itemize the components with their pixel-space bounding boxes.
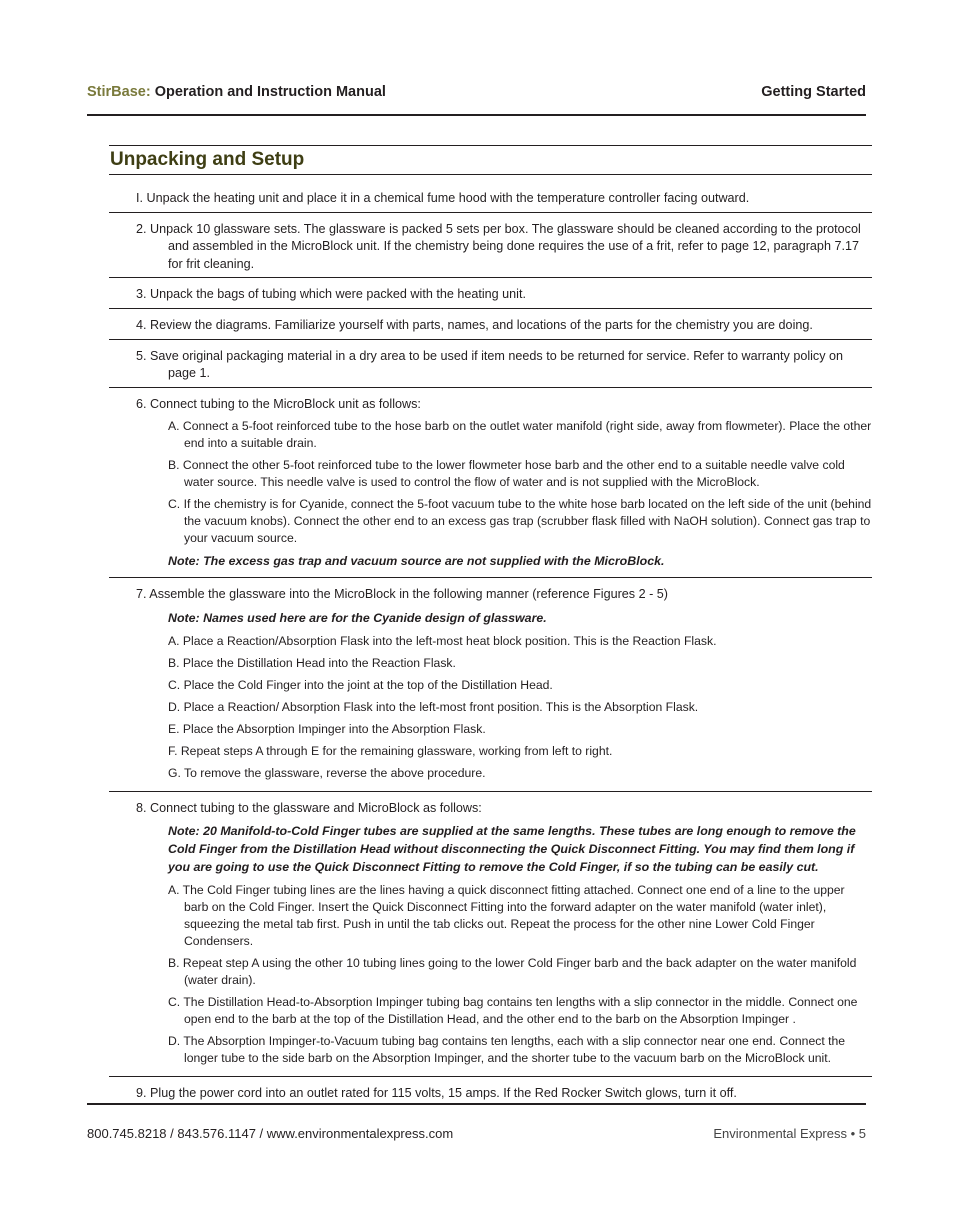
substep: A. Connect a 5-foot reinforced tube to the hose barb on the outlet water manifold (right side, away from flowmeter). Place the other end into a suitable drain. <box>168 419 872 451</box>
substep: B. Place the Distillation Head into the Reaction Flask. <box>168 655 456 670</box>
chapter-title: Getting Started <box>761 84 866 100</box>
substep: A. Place a Reaction/Absorption Flask into the left-most heat block position. This is the Reaction Flask. <box>168 633 717 648</box>
step-text: 2. Unpack 10 glassware sets. The glassware is packed 5 sets per box. The glassware should be cleaned according to the protocol and assembled in the MicroBlock unit. If the chemistry being done requires the use of a frit, refer to page 12, paragraph 7.17 for frit cleaning. <box>136 221 861 271</box>
substep: D. Place a Reaction/ Absorption Flask into the left-most front position. This is the Absorption Flask. <box>168 699 699 714</box>
step-text: 5. Save original packaging material in a dry area to be used if item needs to be returned for service. Refer to warranty policy on page 1. <box>136 348 844 381</box>
step-text: 3. Unpack the bags of tubing which were packed with the heating unit. <box>136 287 526 302</box>
note: Note: Names used here are for the Cyanide design of glassware. <box>168 610 547 625</box>
step-7 <box>109 578 872 791</box>
step-5 <box>109 340 872 388</box>
substep: E. Place the Absorption Impinger into the Absorption Flask. <box>168 721 486 736</box>
manual-title <box>87 84 386 100</box>
brand-name: StirBase: <box>87 84 151 100</box>
substep: B. Repeat step A using the other 10 tubing lines going to the lower Cold Finger barb and the back adapter on the water manifold (water drain). <box>168 955 857 987</box>
step-8 <box>109 792 872 1077</box>
note: Note: The excess gas trap and vacuum source are not supplied with the MicroBlock. <box>168 554 665 569</box>
page-header <box>87 84 866 104</box>
substep: B. Connect the other 5-foot reinforced tube to the lower flowmeter hose barb and the other end to a suitable needle valve cold water source. This needle valve is used to control the flow of water and is not supplied with the MicroBlock. <box>168 458 845 490</box>
company-page-number: Environmental Express • 5 <box>713 1126 866 1141</box>
step-text: 8. Connect tubing to the glassware and MicroBlock as follows: <box>136 800 482 815</box>
step-text: I. Unpack the heating unit and place it in a chemical fume hood with the temperature controller facing outward. <box>136 191 750 205</box>
step-1 <box>109 180 872 213</box>
substep: G. To remove the glassware, reverse the above procedure. <box>168 765 486 780</box>
substep: C. The Distillation Head-to-Absorption Impinger tubing bag contains ten lengths with a slip connector in the middle. Connect one open end to the barb at the top of the Distillation Head, and the other end to the barb on the Absorption Impinger . <box>168 994 858 1026</box>
section-heading-box <box>109 145 872 175</box>
step-6 <box>109 388 872 578</box>
footer-divider <box>87 1103 866 1105</box>
manual-subtitle: Operation and Instruction Manual <box>150 84 386 100</box>
step-3 <box>109 278 872 309</box>
substep: D. The Absorption Impinger-to-Vacuum tubing bag contains ten lengths, each with a slip connector near one end. Connect the longer tube to the side barb on the Absorption Impinger, and the shorter tube to the vacuum barb on the MicroBlock unit. <box>168 1033 846 1065</box>
substep: C. Place the Cold Finger into the joint at the top of the Distillation Head. <box>168 677 553 692</box>
substep: F. Repeat steps A through E for the remaining glassware, working from left to right. <box>168 743 613 758</box>
step-2 <box>109 213 872 279</box>
step-text: 9. Plug the power cord into an outlet rated for 115 volts, 15 amps. If the Red Rocker Switch glows, turn it off. <box>136 1085 737 1100</box>
steps-list <box>109 180 872 1106</box>
contact-info: 800.745.8218 / 843.576.1147 / www.environmentalexpress.com <box>87 1126 454 1141</box>
substep: A. The Cold Finger tubing lines are the lines having a quick disconnect fitting attached. Connect one end of a line to the upper barb on the Cold Finger. Insert the Quick Disconnect Fitting into the forward adapter on the water manifold (water inlet), squeezing the metal tab first. Push in until the tab clicks out. Repeat the process for the other nine Lower Cold Finger Condensers. <box>168 882 845 948</box>
note: Note: 20 Manifold-to-Cold Finger tubes are supplied at the same lengths. These tubes are long enough to remove the Cold Finger from the Distillation Head without disconnecting the Quick Disconnect Fitting. You may find them long if you are going to use the Quick Disconnect Fitting to remove the Cold Finger, if so the tubing can be easily cut. <box>168 824 856 874</box>
step-text: 4. Review the diagrams. Familiarize yourself with parts, names, and locations of the parts for the chemistry you are doing. <box>136 317 813 332</box>
substep: C. If the chemistry is for Cyanide, connect the 5-foot vacuum tube to the white hose barb located on the left side of the unit (behind the vacuum knobs). Connect the other end to an excess gas trap (scrubber flask filled with NaOH solution). Connect gas trap to your vacuum source. <box>168 497 872 546</box>
step-4 <box>109 309 872 340</box>
step-9 <box>109 1077 872 1107</box>
section-title: Unpacking and Setup <box>110 149 305 170</box>
step-text: 7. Assemble the glassware into the MicroBlock in the following manner (reference Figures 2 - 5) <box>136 587 668 602</box>
header-divider <box>87 114 866 116</box>
step-text: 6. Connect tubing to the MicroBlock unit as follows: <box>136 396 421 411</box>
